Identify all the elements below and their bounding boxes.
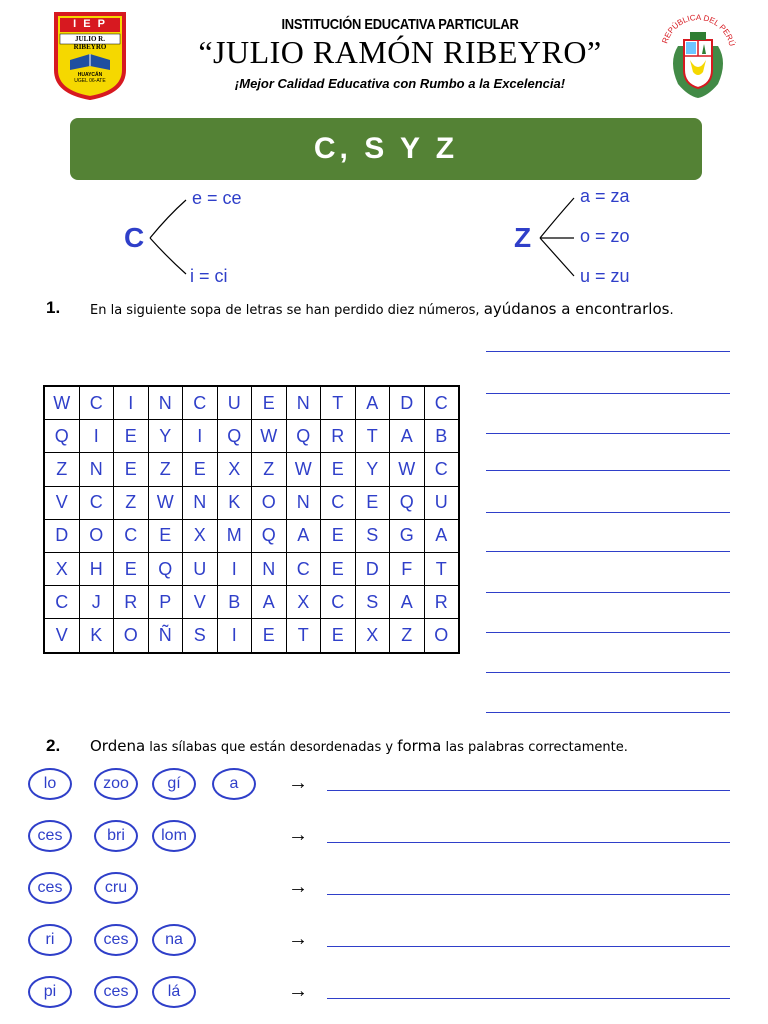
grid-row bbox=[44, 552, 459, 585]
grid-cell[interactable]: N bbox=[286, 386, 321, 420]
grid-cell[interactable]: A bbox=[355, 386, 390, 420]
grid-row bbox=[44, 586, 459, 619]
rule-c-letter: C bbox=[124, 222, 145, 253]
grid-row bbox=[44, 453, 459, 486]
grid-cell[interactable]: B bbox=[424, 420, 459, 453]
grid-row bbox=[44, 420, 459, 453]
peru-seal bbox=[656, 12, 740, 100]
answer-line[interactable] bbox=[486, 393, 730, 394]
answer-line[interactable] bbox=[486, 351, 730, 352]
question-1-number: 1. bbox=[46, 298, 61, 317]
syllable-bubble: lá bbox=[152, 976, 196, 1008]
grid-cell[interactable]: Z bbox=[148, 453, 183, 486]
grid-cell[interactable]: T bbox=[355, 420, 390, 453]
syllable-bubble: zoo bbox=[94, 768, 138, 800]
grid-cell[interactable]: C bbox=[114, 519, 149, 552]
grid-cell[interactable]: X bbox=[183, 519, 218, 552]
word-answer-line[interactable] bbox=[327, 894, 730, 895]
syllable-bubble: lo bbox=[28, 768, 72, 800]
question-2-word-ordena: Ordena bbox=[90, 737, 146, 755]
grid-cell[interactable]: N bbox=[79, 453, 114, 486]
grid-row bbox=[44, 486, 459, 519]
arrow-icon: → bbox=[288, 876, 308, 898]
grid-cell[interactable]: I bbox=[217, 619, 252, 653]
grid-cell[interactable]: X bbox=[44, 552, 79, 585]
rule-c-item: e = ce bbox=[192, 188, 242, 208]
grid-cell[interactable]: M bbox=[217, 519, 252, 552]
school-slogan: ¡Mejor Calidad Educativa con Rumbo a la Excelencia! bbox=[234, 76, 566, 91]
grid-cell[interactable]: Q bbox=[44, 420, 79, 453]
grid-cell[interactable]: Z bbox=[44, 453, 79, 486]
word-answer-line[interactable] bbox=[327, 790, 730, 791]
grid-cell[interactable]: V bbox=[44, 619, 79, 653]
grid-cell[interactable]: D bbox=[355, 552, 390, 585]
grid-cell[interactable]: S bbox=[355, 586, 390, 619]
grid-cell[interactable]: E bbox=[252, 386, 287, 420]
grid-cell[interactable]: W bbox=[390, 453, 425, 486]
seal-arc-text: REPÚBLICA DEL PERÚ bbox=[660, 12, 737, 48]
syllable-bubble: ces bbox=[28, 872, 72, 904]
answer-line[interactable] bbox=[486, 632, 730, 633]
grid-cell[interactable]: C bbox=[424, 453, 459, 486]
grid-cell[interactable]: S bbox=[183, 619, 218, 653]
grid-cell[interactable]: A bbox=[252, 586, 287, 619]
grid-cell[interactable]: N bbox=[252, 552, 287, 585]
grid-cell[interactable]: J bbox=[79, 586, 114, 619]
grid-cell[interactable]: Q bbox=[252, 519, 287, 552]
school-logo bbox=[52, 12, 128, 100]
syllable-bubble: ces bbox=[28, 820, 72, 852]
grid-cell[interactable]: O bbox=[79, 519, 114, 552]
grid-cell[interactable]: F bbox=[390, 552, 425, 585]
title-banner: C, S Y Z bbox=[70, 118, 702, 180]
answer-line[interactable] bbox=[486, 512, 730, 513]
grid-cell[interactable]: Z bbox=[252, 453, 287, 486]
answer-line[interactable] bbox=[486, 551, 730, 552]
answer-line[interactable] bbox=[486, 470, 730, 471]
grid-cell[interactable]: C bbox=[183, 386, 218, 420]
rule-c bbox=[120, 186, 280, 290]
grid-cell[interactable]: E bbox=[114, 420, 149, 453]
grid-cell[interactable]: W bbox=[252, 420, 287, 453]
grid-cell[interactable]: I bbox=[114, 386, 149, 420]
grid-cell[interactable]: C bbox=[424, 386, 459, 420]
grid-cell[interactable]: Q bbox=[148, 552, 183, 585]
grid-cell[interactable]: E bbox=[148, 519, 183, 552]
grid-cell[interactable]: X bbox=[355, 619, 390, 653]
grid-cell[interactable]: K bbox=[217, 486, 252, 519]
grid-cell[interactable]: C bbox=[79, 486, 114, 519]
question-1-text bbox=[90, 300, 674, 318]
grid-row bbox=[44, 619, 459, 653]
grid-cell[interactable]: V bbox=[44, 486, 79, 519]
grid-cell[interactable]: I bbox=[183, 420, 218, 453]
rule-c-item: i = ci bbox=[190, 266, 228, 286]
grid-cell[interactable]: X bbox=[217, 453, 252, 486]
grid-cell[interactable]: R bbox=[114, 586, 149, 619]
answer-line[interactable] bbox=[486, 433, 730, 434]
grid-cell[interactable]: Q bbox=[286, 420, 321, 453]
rule-z-item: u = zu bbox=[580, 266, 630, 286]
question-2-word-forma: forma bbox=[397, 737, 442, 755]
grid-cell[interactable]: T bbox=[321, 386, 356, 420]
grid-cell[interactable]: R bbox=[321, 420, 356, 453]
syllable-bubble: cru bbox=[94, 872, 138, 904]
grid-cell[interactable]: E bbox=[321, 519, 356, 552]
grid-cell[interactable]: K bbox=[79, 619, 114, 653]
grid-cell[interactable]: I bbox=[79, 420, 114, 453]
arrow-icon: → bbox=[288, 928, 308, 950]
grid-cell[interactable]: O bbox=[424, 619, 459, 653]
grid-cell[interactable]: D bbox=[390, 386, 425, 420]
syllable-bubble: ri bbox=[28, 924, 72, 956]
grid-cell[interactable]: Z bbox=[390, 619, 425, 653]
syllable-bubble: lom bbox=[152, 820, 196, 852]
grid-cell[interactable]: A bbox=[390, 586, 425, 619]
word-search-grid bbox=[43, 385, 460, 654]
grid-cell[interactable]: N bbox=[183, 486, 218, 519]
grid-cell[interactable]: A bbox=[424, 519, 459, 552]
grid-cell[interactable]: C bbox=[286, 552, 321, 585]
question-2-number: 2. bbox=[46, 736, 61, 755]
grid-cell[interactable]: E bbox=[321, 453, 356, 486]
grid-cell[interactable]: Y bbox=[148, 420, 183, 453]
syllable-bubble: gí bbox=[152, 768, 196, 800]
grid-cell[interactable]: U bbox=[424, 486, 459, 519]
grid-cell[interactable]: C bbox=[321, 586, 356, 619]
question-1-text-a: En la siguiente sopa de letras se han perdido diez números, bbox=[90, 303, 484, 318]
rule-z-item: o = zo bbox=[580, 226, 630, 246]
grid-cell[interactable]: C bbox=[79, 386, 114, 420]
grid-cell[interactable]: W bbox=[286, 453, 321, 486]
rule-z-letter: Z bbox=[514, 222, 532, 253]
syllable-bubble: a bbox=[212, 768, 256, 800]
grid-cell[interactable]: G bbox=[390, 519, 425, 552]
question-2-text bbox=[90, 737, 628, 755]
arrow-icon: → bbox=[288, 980, 308, 1002]
grid-cell[interactable]: C bbox=[44, 586, 79, 619]
rule-z-item: a = za bbox=[580, 186, 630, 206]
word-answer-line[interactable] bbox=[327, 842, 730, 843]
grid-cell[interactable]: I bbox=[217, 552, 252, 585]
grid-cell[interactable]: Q bbox=[217, 420, 252, 453]
syllable-bubble: ces bbox=[94, 976, 138, 1008]
syllable-bubble: bri bbox=[94, 820, 138, 852]
grid-cell[interactable]: X bbox=[286, 586, 321, 619]
grid-cell[interactable]: H bbox=[79, 552, 114, 585]
grid-cell[interactable]: T bbox=[286, 619, 321, 653]
grid-row bbox=[44, 519, 459, 552]
grid-cell[interactable]: R bbox=[424, 586, 459, 619]
question-2-text-1: las sílabas que están desordenadas y bbox=[145, 740, 398, 755]
question-2-text-2: las palabras correctamente. bbox=[441, 740, 628, 755]
grid-cell[interactable]: P bbox=[148, 586, 183, 619]
grid-cell[interactable]: E bbox=[321, 552, 356, 585]
arrow-icon: → bbox=[288, 772, 308, 794]
grid-cell[interactable]: Ñ bbox=[148, 619, 183, 653]
grid-cell[interactable]: B bbox=[217, 586, 252, 619]
word-answer-line[interactable] bbox=[327, 998, 730, 999]
grid-cell[interactable]: W bbox=[44, 386, 79, 420]
grid-cell[interactable]: U bbox=[183, 552, 218, 585]
syllable-bubble: pi bbox=[28, 976, 72, 1008]
word-answer-line[interactable] bbox=[327, 946, 730, 947]
grid-cell[interactable]: S bbox=[355, 519, 390, 552]
grid-cell[interactable]: A bbox=[390, 420, 425, 453]
grid-cell[interactable]: N bbox=[148, 386, 183, 420]
grid-cell[interactable]: N bbox=[286, 486, 321, 519]
grid-cell[interactable]: E bbox=[114, 453, 149, 486]
answer-line[interactable] bbox=[486, 592, 730, 593]
logo-place: HUAYCÁN bbox=[77, 72, 103, 78]
grid-cell[interactable]: E bbox=[183, 453, 218, 486]
school-type: INSTITUCIÓN EDUCATIVA PARTICULAR bbox=[281, 16, 519, 33]
grid-row bbox=[44, 386, 459, 420]
grid-cell[interactable]: E bbox=[252, 619, 287, 653]
grid-cell[interactable]: E bbox=[321, 619, 356, 653]
grid-cell[interactable]: D bbox=[44, 519, 79, 552]
grid-cell[interactable]: O bbox=[114, 619, 149, 653]
arrow-icon: → bbox=[288, 824, 308, 846]
grid-cell[interactable]: V bbox=[183, 586, 218, 619]
grid-cell[interactable]: Q bbox=[390, 486, 425, 519]
logo-ugel: UGEL 06-ATE bbox=[74, 78, 106, 84]
school-name: “JULIO RAMÓN RIBEYRO” bbox=[198, 34, 602, 70]
grid-cell[interactable]: W bbox=[148, 486, 183, 519]
grid-cell[interactable]: Y bbox=[355, 453, 390, 486]
logo-name: JULIO R. RIBEYRO bbox=[73, 35, 107, 51]
syllable-bubble: na bbox=[152, 924, 196, 956]
grid-cell[interactable]: E bbox=[114, 552, 149, 585]
answer-line[interactable] bbox=[486, 712, 730, 713]
syllable-bubble: ces bbox=[94, 924, 138, 956]
grid-cell[interactable]: C bbox=[321, 486, 356, 519]
grid-cell[interactable]: E bbox=[355, 486, 390, 519]
question-1-text-b: ayúdanos a encontrarlos bbox=[483, 300, 670, 318]
grid-cell[interactable]: T bbox=[424, 552, 459, 585]
grid-cell[interactable]: O bbox=[252, 486, 287, 519]
grid-cell[interactable]: U bbox=[217, 386, 252, 420]
logo-acronym: I E P bbox=[73, 18, 107, 30]
rule-z bbox=[512, 184, 692, 290]
question-1-text-c: . bbox=[669, 303, 674, 318]
answer-line[interactable] bbox=[486, 672, 730, 673]
grid-cell[interactable]: Z bbox=[114, 486, 149, 519]
grid-cell[interactable]: A bbox=[286, 519, 321, 552]
